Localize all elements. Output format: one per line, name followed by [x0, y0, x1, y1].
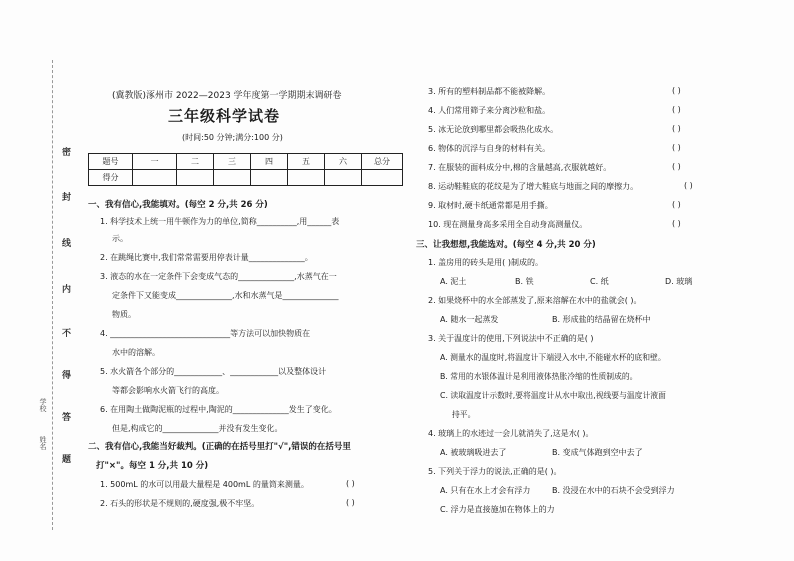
choice-option[interactable]: C. 读取温度计示数时,要将温度计从水中取出,视线要与温度计液面 [440, 391, 666, 400]
answer-paren[interactable]: ( ) [346, 479, 355, 488]
section2-title-cont: 打"×"。每空 1 分,共 10 分) [96, 461, 209, 471]
answer-paren[interactable]: ( ) [672, 124, 681, 133]
score-row-label: 得分 [89, 170, 133, 186]
judge-item: 7. 在服装的面料成分中,棉的含量越高,衣服就越好。 [428, 163, 612, 172]
score-cell[interactable] [325, 170, 362, 186]
binding-char: 封 [62, 193, 72, 203]
judge-item: 8. 运动鞋鞋底的花纹是为了增大鞋底与地面之间的摩擦力。 [428, 182, 639, 191]
question-line: 示。 [112, 234, 128, 243]
score-table [88, 153, 403, 186]
table-header-cell: 二 [177, 154, 214, 170]
choice-option[interactable]: A. 只有在水上才会有浮力 [440, 486, 531, 495]
judge-item: 1. 500mL 的水可以用最大量程是 400mL 的量筒来测量。 [100, 480, 309, 489]
question-line: 等都会影响水火箭飞行的高度。 [112, 386, 224, 395]
choice-question: 1. 盖房用的砖头是用( )制成的。 [428, 258, 543, 267]
binding-char: 不 [62, 329, 72, 339]
answer-paren[interactable]: ( ) [346, 498, 355, 507]
question-line: 4. ______________________________等方法可以加快物质在 [100, 329, 311, 338]
choice-question: 5. 下列关于浮力的说法,正确的是( )。 [428, 467, 562, 476]
choice-option[interactable]: C. 纸 [590, 277, 609, 286]
question-line: 物质。 [112, 310, 136, 319]
answer-paren[interactable]: ( ) [672, 219, 681, 228]
score-cell[interactable] [133, 170, 177, 186]
exam-subtitle: (冀教版)涿州市 2022—2023 学年度第一学期期末调研卷 [112, 91, 342, 101]
binding-char: 答 [62, 413, 72, 423]
choice-option[interactable]: C. 浮力是直接施加在物体上的力 [440, 505, 555, 514]
school-label: 学校 [39, 398, 47, 412]
binding-char: 内 [62, 285, 72, 295]
question-line: 3. 液态的水在一定条件下会变成气态的______________,水蒸气在一 [100, 272, 337, 281]
choice-option-cont: 持平。 [452, 410, 476, 419]
choice-option[interactable]: A. 被玻璃吸进去了 [440, 448, 507, 457]
choice-question: 4. 玻璃上的水迹过一会儿就消失了,这是水( )。 [428, 429, 594, 438]
score-cell[interactable] [362, 170, 403, 186]
table-header-cell: 题号 [89, 154, 133, 170]
question-line: 但是,构成它的______________并没有发生变化。 [112, 424, 283, 433]
question-line: 水中的溶解。 [112, 348, 160, 357]
answer-paren[interactable]: ( ) [672, 86, 681, 95]
choice-option[interactable]: A. 泥土 [440, 277, 467, 286]
section1-title: 一、我有信心,我能填对。(每空 2 分,共 26 分) [88, 200, 268, 210]
score-cell[interactable] [214, 170, 251, 186]
question-line: 1. 科学技术上统一用牛顿作为力的单位,简称__________,用______表 [100, 217, 340, 226]
question-line: 2. 在跳绳比赛中,我们常常需要用停表计量______________。 [100, 253, 313, 262]
exam-title: 三年级科学试卷 [168, 107, 281, 125]
name-label: 姓名 [39, 436, 47, 450]
choice-option[interactable]: A. 测量水的温度时,将温度计下端浸入水中,不能碰水杯的底和壁。 [440, 353, 666, 362]
answer-paren[interactable]: ( ) [672, 105, 681, 114]
table-header-cell: 六 [325, 154, 362, 170]
choice-option[interactable]: B. 形成盐的结晶留在烧杯中 [552, 315, 651, 324]
binding-char: 题 [62, 455, 72, 465]
score-cell[interactable] [177, 170, 214, 186]
section3-title: 三、让我想想,我能选对。(每空 4 分,共 20 分) [416, 240, 596, 250]
answer-paren[interactable]: ( ) [672, 143, 681, 152]
answer-paren[interactable]: ( ) [684, 181, 693, 190]
choice-option[interactable]: D. 玻璃 [665, 277, 693, 286]
binding-char: 线 [62, 239, 72, 249]
table-header-cell: 四 [251, 154, 288, 170]
choice-option[interactable]: B. 常用的水银体温计是利用液体热胀冷缩的性质制成的。 [440, 372, 638, 381]
table-row [89, 170, 403, 186]
question-line: 定条件下又能变成______________,水和水蒸气是______________ [112, 291, 339, 300]
table-row [89, 154, 403, 170]
table-header-cell: 一 [133, 154, 177, 170]
table-header-cell: 五 [288, 154, 325, 170]
table-header-cell: 总分 [362, 154, 403, 170]
choice-option[interactable]: A. 随水一起蒸发 [440, 315, 499, 324]
choice-question: 3. 关于温度计的使用,下列说法中不正确的是( ) [428, 334, 594, 343]
judge-item: 5. 冰无论放到哪里都会吸热化成水。 [428, 125, 559, 134]
binding-char: 密 [62, 148, 72, 158]
choice-question: 2. 如果烧杯中的水全部蒸发了,原来溶解在水中的盐就会( )。 [428, 296, 642, 305]
table-header-cell: 三 [214, 154, 251, 170]
judge-item: 10. 现在测量身高多采用全自动身高测量仪。 [428, 220, 588, 229]
time-info: (时间:50 分钟;满分:100 分) [182, 133, 283, 142]
binding-char: 得 [62, 371, 72, 381]
question-line: 5. 水火箭各个部分的____________、____________以及整体设计 [100, 367, 327, 376]
choice-option[interactable]: B. 变成气体跑到空中去了 [552, 448, 643, 457]
judge-item: 9. 取材时,硬卡纸通常都是用手撕。 [428, 201, 553, 210]
score-cell[interactable] [251, 170, 288, 186]
judge-item: 6. 物体的沉浮与自身的材料有关。 [428, 144, 551, 153]
answer-paren[interactable]: ( ) [672, 200, 681, 209]
choice-option[interactable]: B. 没浸在水中的石块不会受到浮力 [552, 486, 675, 495]
question-line: 6. 在用陶土做陶泥瓶的过程中,陶泥的______________发生了变化。 [100, 405, 337, 414]
judge-item: 4. 人们常用筛子来分离沙粒和盐。 [428, 106, 551, 115]
section2-title: 二、我有信心,我能当好裁判。(正确的在括号里打"√",错误的在括号里 [88, 442, 351, 452]
score-cell[interactable] [288, 170, 325, 186]
judge-item: 2. 石头的形状是不规则的,硬度强,极不牢坚。 [100, 499, 260, 508]
judge-item: 3. 所有的塑料制品都不能被降解。 [428, 87, 551, 96]
choice-option[interactable]: B. 铁 [515, 277, 534, 286]
answer-paren[interactable]: ( ) [672, 162, 681, 171]
